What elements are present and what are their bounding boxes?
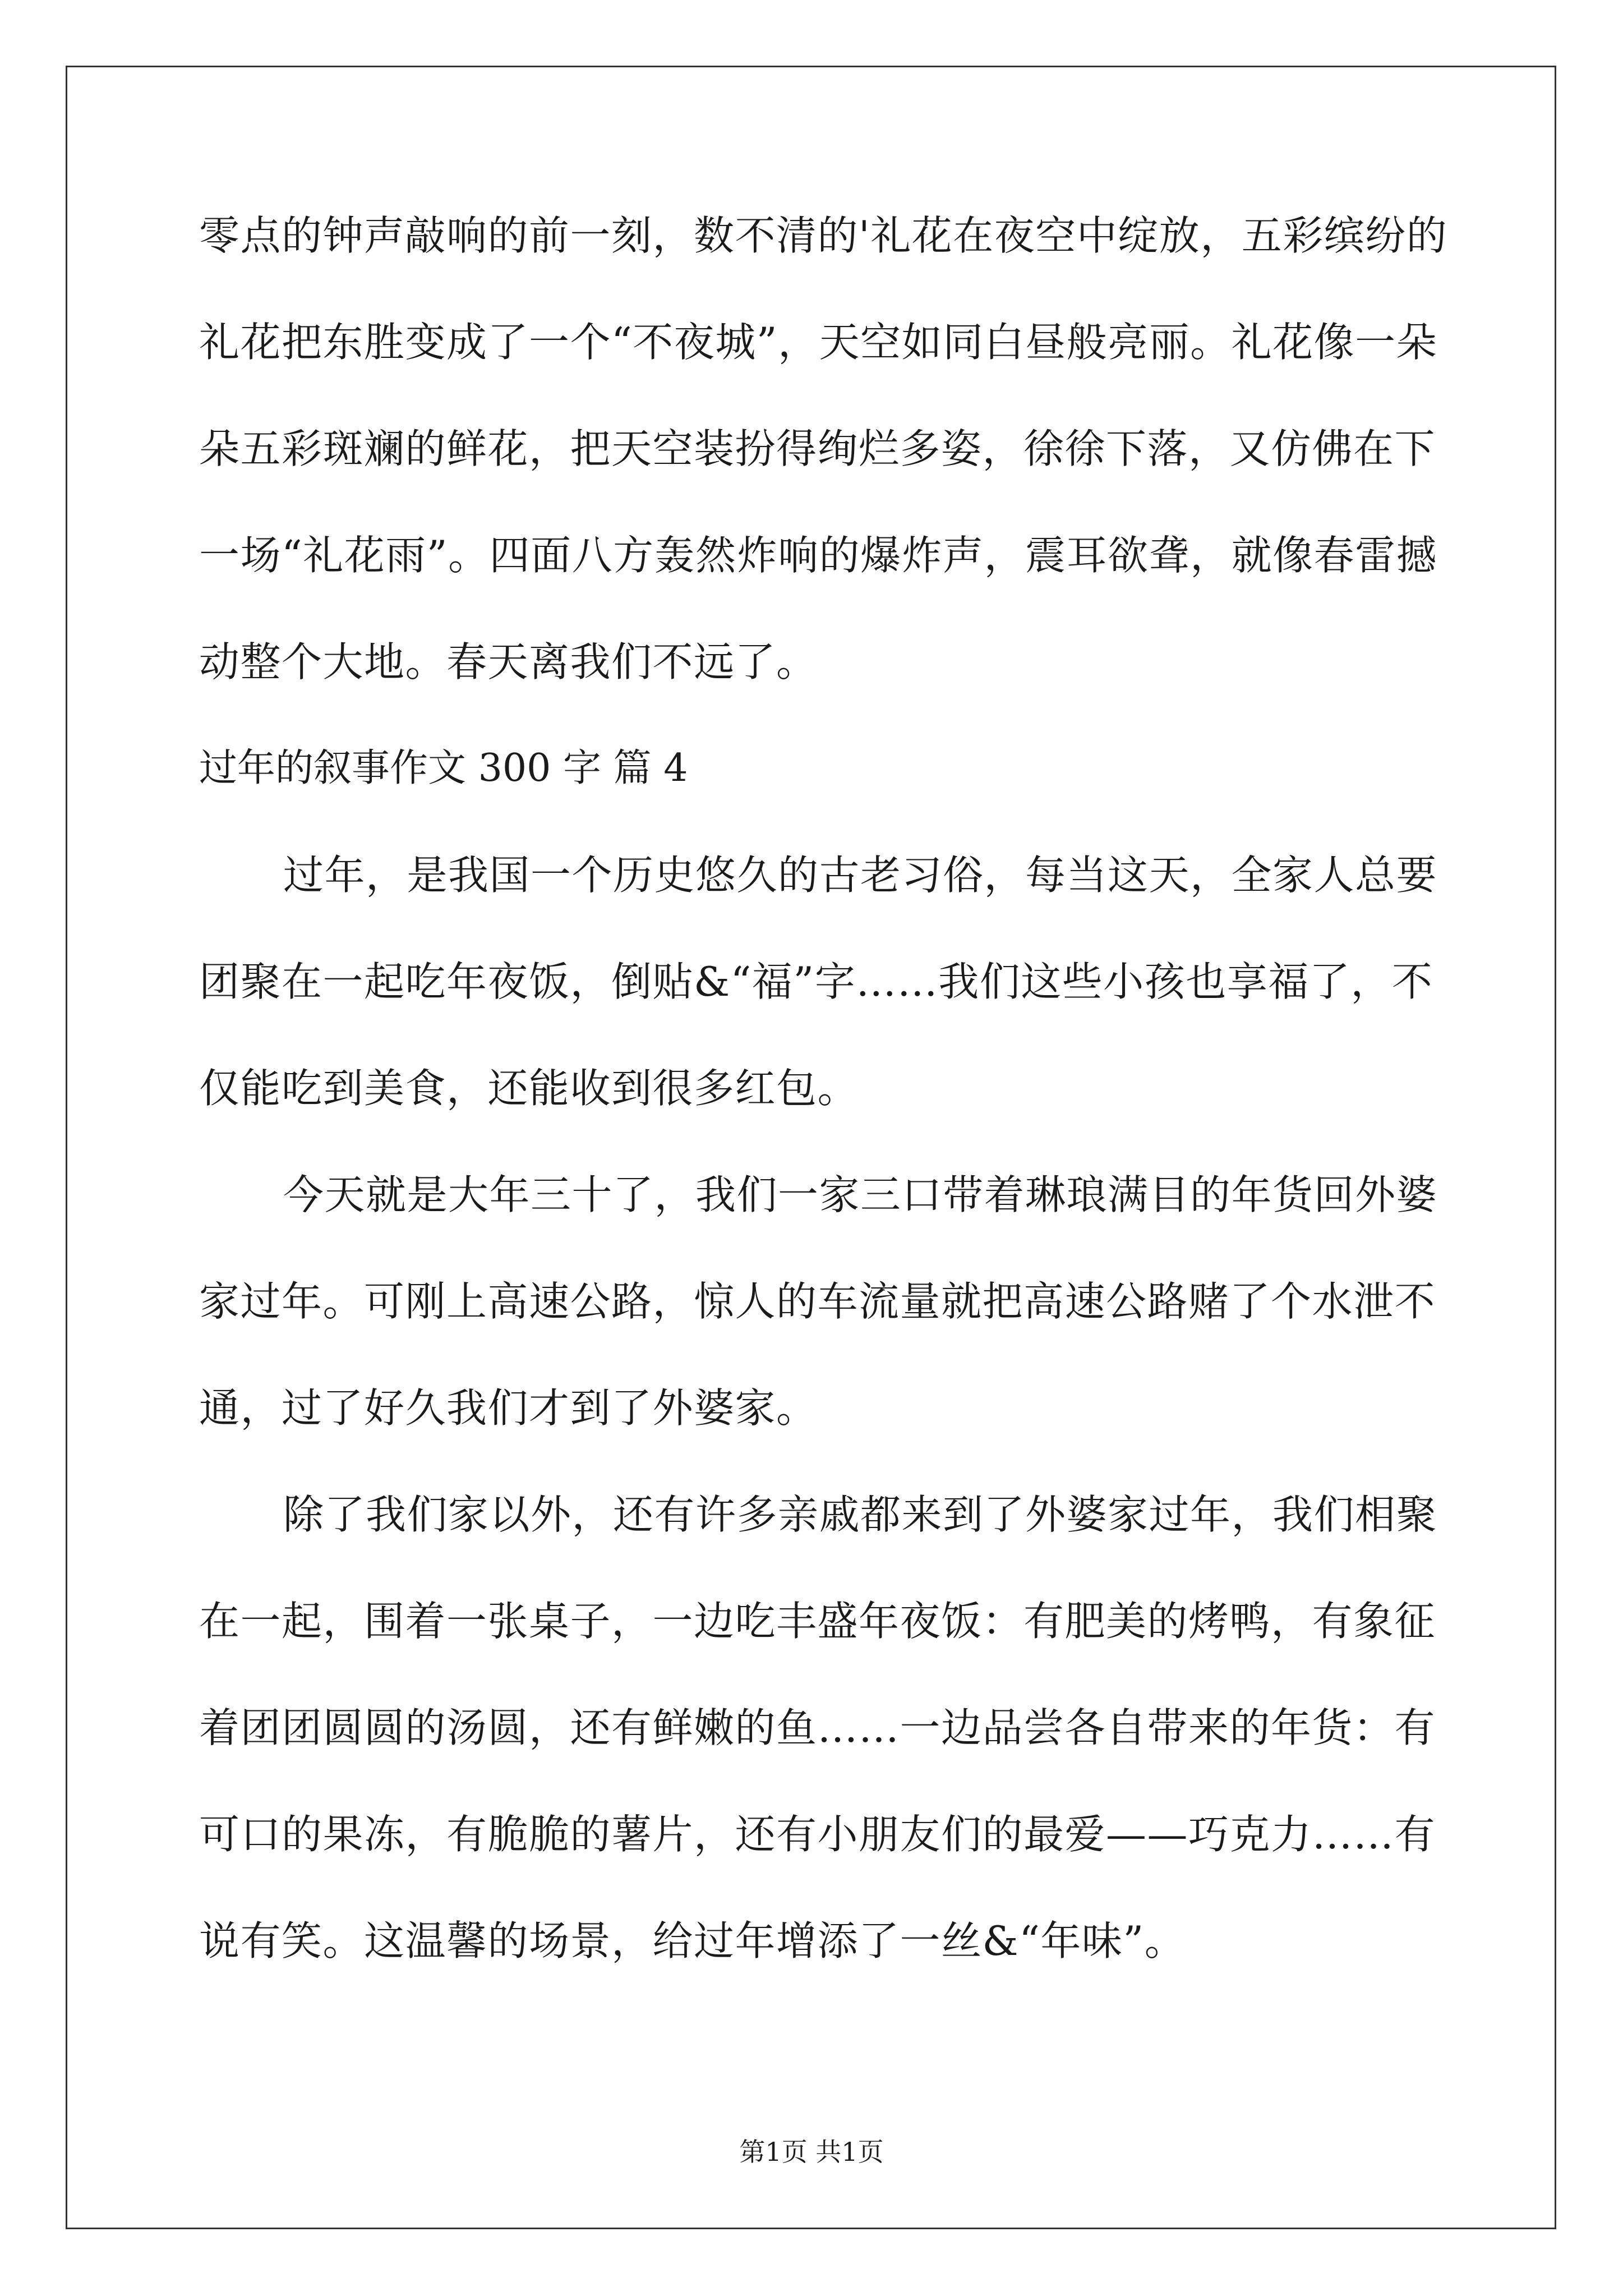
section-heading: 过年的叙事作文 300 字 篇 4 (199, 746, 688, 790)
paragraph-3 (199, 1487, 1438, 1969)
text-line: 零点的钟声敲响的前一刻，数不清的'礼花在夜空中绽放，五彩缤纷的 (199, 212, 1448, 259)
paragraph-2 (199, 1167, 1438, 1436)
text-line: 仅能吃到美食，还能收到很多红包。 (199, 1065, 859, 1112)
document-body (199, 208, 1448, 1969)
text-line: 礼花把东胜变成了一个“不夜城”，天空如同白昼般亮丽。礼花像一朵 (199, 319, 1438, 366)
text-line: 可口的果冻，有脆脆的薯片，还有小朋友们的最爱——巧克力……有 (199, 1811, 1436, 1858)
text-line: 着团团圆圆的汤圆，还有鲜嫩的鱼……一边品尝各自带来的年货：有 (199, 1704, 1436, 1751)
text-line: 动整个大地。春天离我们不远了。 (199, 638, 818, 685)
text-line: 家过年。可刚上高速公路，惊人的车流量就把高速公路赌了个水泄不 (199, 1278, 1436, 1325)
text-line: 过年，是我国一个历史悠久的古老习俗，每当这天，全家人总要 (283, 852, 1438, 899)
text-line: 团聚在一起吃年夜饭，倒贴&“福”字……我们这些小孩也享福了，不 (199, 958, 1433, 1005)
text-line: 一场“礼花雨”。四面八方轰然炸响的爆炸声，震耳欲聋，就像春雷撼 (199, 532, 1438, 579)
text-line: 除了我们家以外，还有许多亲戚都来到了外婆家过年，我们相聚 (283, 1491, 1438, 1538)
page-footer: 第1页 共1页 (739, 2137, 884, 2167)
paragraph-1 (199, 847, 1438, 1116)
paragraph-intro (199, 208, 1448, 690)
text-line: 今天就是大年三十了，我们一家三口带着琳琅满目的年货回外婆 (283, 1171, 1438, 1218)
text-line: 在一起，围着一张桌子，一边吃丰盛年夜饭：有肥美的烤鸭，有象征 (199, 1598, 1436, 1645)
text-line: 朵五彩斑斓的鲜花，把天空装扮得绚烂多姿，徐徐下落，又仿佛在下 (199, 425, 1436, 472)
text-line: 通，过了好久我们才到了外婆家。 (199, 1384, 818, 1432)
text-line: 说有笑。这温馨的场景，给过年增添了一丝&“年味”。 (199, 1917, 1186, 1964)
